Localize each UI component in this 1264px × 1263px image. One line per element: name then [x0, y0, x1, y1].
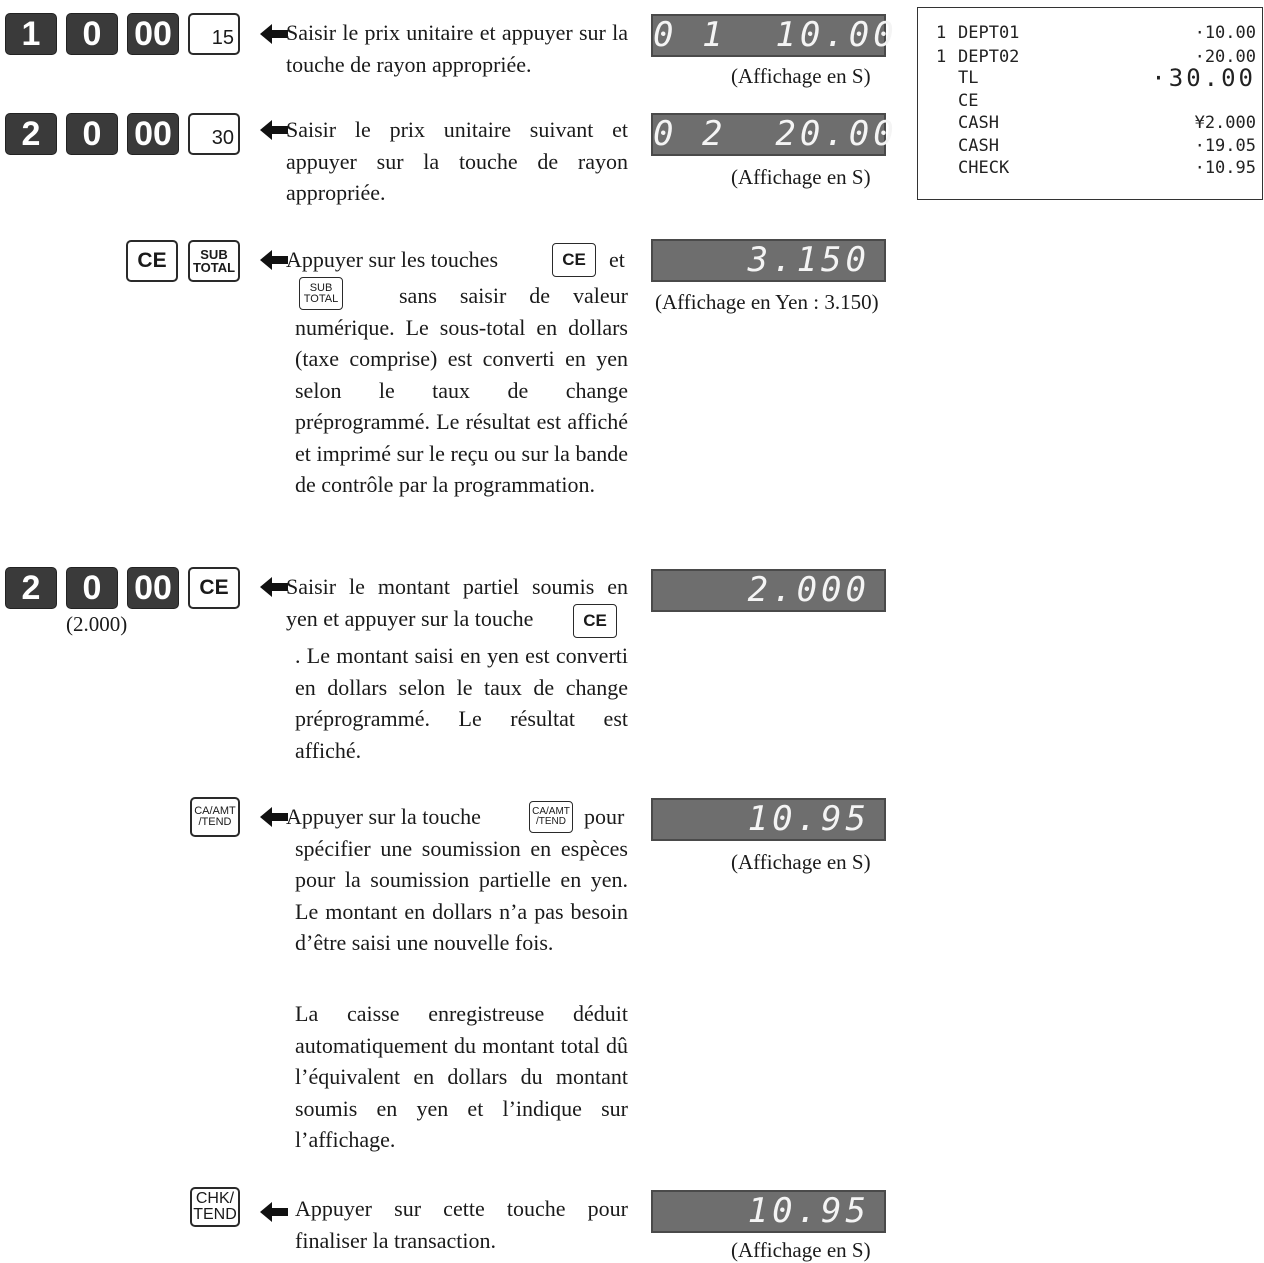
inline-ce-key: CE [552, 243, 596, 277]
receipt-line: 1 DEPT02 ·20.00 [936, 47, 1256, 67]
ce-key[interactable]: CE [188, 567, 240, 609]
step2-text: Saisir le prix unitaire suivant et appuyer sur la touche de rayon appropriée. [286, 117, 628, 205]
step3-text: sans saisir de valeur numérique. Le sous-total en dollars (taxe comprise) est converti en yen selon le taux de change préprogrammé. Le résultat est affiché et imprimé sur le reçu ou sur la bande de contrôle par la programmation. [295, 283, 628, 497]
step5-text-c: La caisse enregistreuse déduit automatiquement du montant total dû l’équivalent en dollars du montant soumis en yen et l’indique sur l’affichage. [295, 1001, 628, 1152]
chk-key-top: CHK/ [195, 1190, 235, 1207]
amount-note: (2.000) [66, 612, 128, 636]
subtotal-key-top: SUB [200, 247, 228, 262]
chk-key-bottom: TEND [193, 1206, 237, 1223]
step3-text-line1: Appuyer sur les touches [286, 247, 499, 272]
step4-text-a: Saisir le montant partiel soumis en yen et appuyer sur la touche [286, 574, 628, 631]
lcd-display-6: 10.95 [651, 1190, 886, 1233]
arrow-left-icon [260, 577, 288, 597]
step1-text: Saisir le prix unitaire et appuyer sur la touche de rayon appropriée. [286, 20, 628, 77]
inline-ce-key: CE [573, 604, 617, 638]
inline-ca-bottom: /TEND [536, 816, 566, 827]
lcd-display-3: 3.150 [651, 239, 886, 282]
lcd-display-5: 10.95 [651, 798, 886, 841]
subtotal-key[interactable] [188, 240, 240, 282]
dept-key-15[interactable]: 15 [188, 13, 240, 55]
step3-text-et: et [609, 247, 625, 272]
inline-subtotal-bottom: TOTAL [303, 292, 339, 305]
arrow-left-icon [260, 120, 288, 140]
key-00[interactable]: 00 [127, 13, 179, 55]
receipt-line: TL ·30.00 [958, 64, 1256, 92]
ce-key[interactable]: CE [126, 240, 178, 282]
receipt [917, 7, 1263, 200]
receipt-line: CASH ¥2.000 [958, 113, 1256, 133]
key-00[interactable]: 00 [127, 567, 179, 609]
receipt-line: CE [958, 91, 979, 111]
step6-text: Appuyer sur cette touche pour finaliser la transaction. [295, 1196, 628, 1253]
arrow-left-icon [260, 1202, 288, 1222]
key-0[interactable]: 0 [66, 567, 118, 609]
subtotal-key-bottom: TOTAL [192, 260, 236, 275]
step4-text-b: . Le montant saisi en yen est converti en dollars selon le taux de change préprogrammé. Le résultat est affiché. [295, 643, 628, 763]
display-caption-5: (Affichage en S) [731, 850, 871, 874]
lcd-display-4: 2.000 [651, 569, 886, 612]
inline-ca-top: CA/AMT [532, 806, 570, 817]
ca-key-bottom: /TEND [198, 816, 232, 828]
ca-key-top: CA/AMT [194, 805, 236, 817]
receipt-line: CASH ·19.05 [958, 136, 1256, 156]
key-2[interactable]: 2 [5, 113, 57, 155]
step5-text: pour spécifier une soumission en espèces pour la soumission partielle en yen. Le montant en dollars n’a pas besoin d’être saisi une nouvelle fois. [295, 804, 628, 955]
lcd-display-1: 0 1 10.00 [653, 15, 898, 55]
lcd-display-2: 0 2 20.00 [653, 114, 898, 154]
key-0[interactable]: 0 [66, 13, 118, 55]
step5-text-line1: Appuyer sur la touche [286, 804, 481, 829]
receipt-line: CHECK ·10.95 [958, 158, 1256, 178]
dept-key-30[interactable]: 30 [188, 113, 240, 155]
arrow-left-icon [260, 24, 288, 44]
chk-tend-key[interactable] [190, 1187, 240, 1227]
display-caption-2: (Affichage en S) [731, 165, 871, 189]
key-00[interactable]: 00 [127, 113, 179, 155]
display-caption-6: (Affichage en S) [731, 1238, 871, 1262]
arrow-left-icon [260, 250, 288, 270]
receipt-line: 1 DEPT01 ·10.00 [936, 23, 1256, 43]
key-1[interactable]: 1 [5, 13, 57, 55]
arrow-left-icon [260, 807, 288, 827]
inline-subtotal-top: SUB [309, 281, 333, 294]
key-2[interactable]: 2 [5, 567, 57, 609]
ca-amt-tend-key[interactable] [190, 797, 240, 837]
display-caption-1: (Affichage en S) [731, 64, 871, 88]
key-0[interactable]: 0 [66, 113, 118, 155]
display-caption-3: (Affichage en Yen : 3.150) [655, 290, 879, 314]
